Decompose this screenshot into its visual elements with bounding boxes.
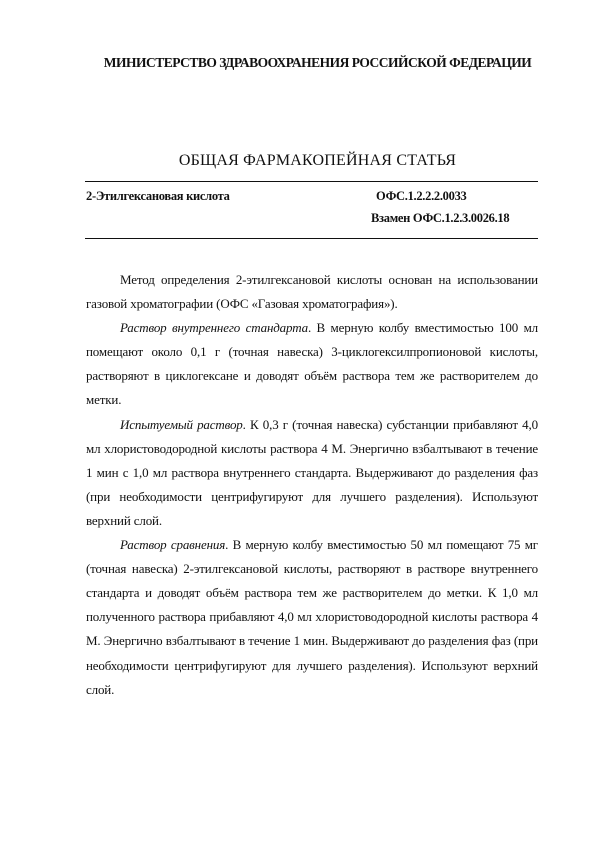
paragraph-lead: Раствор сравнения (120, 537, 226, 553)
paragraph-internal-standard (86, 316, 538, 412)
paragraph-text: . В мерную колбу вместимостью 100 мл помещают около 0,1 г (точная навеска) 3-циклогексилпропионовой кислоты, растворяют в циклогексане и доводят объём раствора тем же растворителем до метки. (86, 320, 538, 408)
paragraph-text: . В мерную колбу вместимостью 50 мл помещают 75 мг (точная навеска) 2-этилгексановой кислоты, растворяют в растворе внутреннего стандарта и доводят объём раствора тем же растворителем до метки. К 1,0 мл полученного раствора прибавляют 4,0 мл хлористоводородной кислоты раствора 4 М. Энергично взбалтывают в течение 1 мин. Выдерживают до разделения фаз (при необходимости центрифугируют для лучшего разделения). Используют верхний слой. (86, 537, 538, 697)
paragraph-reference-solution (86, 533, 538, 702)
paragraph-lead: Испытуемый раствор (120, 416, 243, 432)
paragraph-text: Метод определения 2-этилгексановой кислоты основан на использовании газовой хроматографии (ОФС «Газовая хроматография»). (86, 272, 538, 312)
paragraph-text: . К 0,3 г (точная навеска) субстанции прибавляют 4,0 мл хлористоводородной кислоты раствора 4 М. Энергично взбалтывают в течение 1 мин с 1,0 мл раствора внутреннего стандарта. Выдерживают до разделения фаз (при необходимости центрифугируют для лучшего разделения). Используют верхний слой. (86, 416, 538, 528)
document-code: ОФС.1.2.2.2.0033 (376, 189, 467, 203)
document-title: ОБЩАЯ ФАРМАКОПЕЙНАЯ СТАТЬЯ (178, 152, 457, 169)
paragraph-lead: Раствор внутреннего стандарта (120, 320, 308, 336)
ministry-header: МИНИСТЕРСТВО ЗДРАВООХРАНЕНИЯ РОССИЙСКОЙ ФЕДЕРАЦИИ (103, 55, 532, 70)
substance-name: 2-Этилгексановая кислота (86, 189, 230, 203)
paragraph-test-solution (86, 413, 538, 533)
replaces-code: Взамен ОФС.1.2.3.0026.18 (371, 211, 510, 225)
bottom-divider (85, 238, 538, 239)
top-divider (85, 181, 538, 182)
paragraph-method (86, 268, 538, 316)
document-body (86, 268, 538, 702)
